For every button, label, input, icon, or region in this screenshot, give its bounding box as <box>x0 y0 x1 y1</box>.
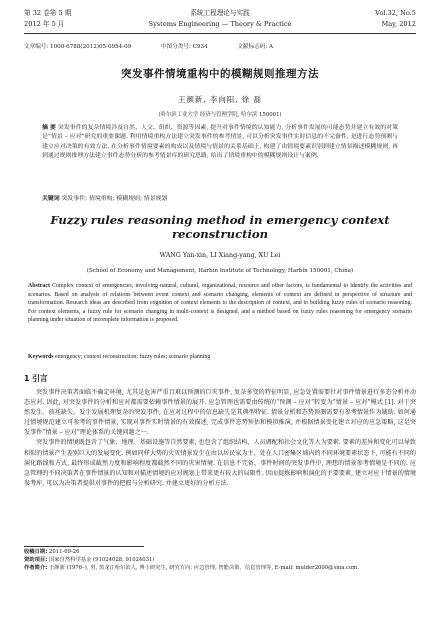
abstract-text-en: Complex context of emergencies, involving natural, cultural, organizational, resource and other factors, is fundamental to identify the activities and scenarios. Based on analysis of relations between event context and scenario changing, elements of context are defined in perspective of structure and transformation. Research ideas are described from cognition of context elements to the description of context, and to building fuzzy rules of scenario reasoning. For context elements, a fuzzy rule for scenario changing in multi-context is designed, and a method based on fuzzy rules reasoning for emergency scenario planning under situation of incomplete information is proposed. <box>28 283 412 324</box>
keywords-text-en: emergency; context reconstruction; fuzzy rules; scenario planning <box>55 354 211 360</box>
title-english: Fuzzy rules reasoning method in emergency context reconstruction <box>50 213 390 241</box>
body-paragraph: 突发事件决策者面临不确定环境, 尤其是危害严重且难以预测的巨灾事件, 复杂多变的特征明显, 应急处置需要针对事件情景进行多态分析并动态应对. 因此, 对突发事件的分析和应对都需要依赖事件情景的展开. 应急管理也需要由传统的“预测 – 应对”转变为“情景 – 应对”模式 [1]. 对于突然发生、前兆缺失、发生发展机理复杂的突发事件, 在应对过程中的信息缺失是其典型特征. 情景分析和态势预测需要有参考情景作为辅助. 如何通过情境规范建立可参考的事件情景, 实现对事件实时情景的有效描述, 完成事件态势预估和模拟推演, 并根据情景变化建立对应的应急策略, 这是突发事件“情景 – 应对”理论体系的关键问题之一. <box>24 389 416 437</box>
footnote <box>24 549 416 572</box>
footnote-author: 作者简介: 王颜新 (1976–), 男, 黑龙江哈尔滨人, 博士研究生, 研究方向: 应急管理, 智能决策、信息管理等, E-mail: mulder2000@sina.com. <box>24 564 359 571</box>
header-volume: 第 32 卷第 5 期 2012 年 5 月 <box>24 9 72 28</box>
keywords-text-cn: 突发事件; 情境重构; 模糊规则; 情景规划 <box>61 196 168 202</box>
footnote-divider <box>24 546 144 547</box>
keywords-label-en: Keywords <box>28 354 54 360</box>
abstract-label-cn: 摘 要 <box>42 125 56 131</box>
article-number: 文章编号: 1000-6788(2012)05-0954-09 <box>24 44 132 50</box>
footnote-fund: 资助项目: 国家自然科学基金 (91024028, 91024031) <box>24 556 155 563</box>
title-chinese: 突发事件情境重构中的模糊规则推理方法 <box>121 68 319 80</box>
affiliation-english: (School of Economy and Management, Harbin Institute of Technology, Harbin 150001, China) <box>86 268 354 274</box>
abstract-text-cn: 突发事件的复杂情境涉及自然、人文、组织、资源等因素, 提升对事件情境的认知能力, 分析事件发展的可能态势并建立有效的对策是“情景 – 应对”研究的重要课题. 利用情境重构方法建立突发事件的参考情景, 可以分析突发事件实时信息的不完备性, 是进行态势预测与建立应对决策的有效方法. 在分析事件情境要素的构成以及情境与情景的关系基础上, 构建了由情境要素识别到建立情景描述模糊规则, 再到通过规则推理方法建立事件态势分析的参考情景库的研究思路, 给出了情境重构中的模糊规则设计与案例. <box>42 125 398 160</box>
header-journal: 系统工程理论与实践 Systems Engineering — Theory & Practice <box>148 9 292 28</box>
footnote-received: 收稿日期: 2011-09-26 <box>24 549 80 555</box>
keywords-label-cn: 关键词 <box>42 196 60 202</box>
document-code: 文献标志码: A <box>237 44 274 50</box>
abstract-english <box>28 282 412 325</box>
authors-chinese: 王颜新, 李向阳, 徐 磊 <box>178 95 262 104</box>
abstract-chinese <box>42 124 398 162</box>
keywords-chinese <box>42 195 398 204</box>
affiliation-chinese: (哈尔滨工业大学 经济与管理学院, 哈尔滨 150001) <box>158 112 282 118</box>
running-header <box>24 8 416 34</box>
authors-english: WANG Yan-xin, LI Xiang-yang, XU Lei <box>159 252 281 259</box>
article-meta <box>24 42 416 50</box>
keywords-english <box>28 353 412 362</box>
section-heading-introduction: 1 引言 <box>24 374 48 383</box>
body-paragraph: 突发事件的情境既包含了气象、地理、基础设施等自然要素, 也包含了组织结构、人员调配和社会文化等人为要素. 要素的差异和变化可以导致相似的情景产生差别巨大的发展变化. 例如同样大势的火灾情景发生在由以居民家为主、处在人口密集区域内的不同环境要素状态下, 可能有不同的演化路线和方式, 最终形成截然力度和影响程度都截然不同的灾害情境. 在信息不完备、事件时间的突发事件中, 理想的情景参考情境是不同的. 应急管理的不同决策者在事件情景的认知和对描述情境的应对规划上带来更有较大的局限性. 因而提炼影响和演化的主要要素, 建立对应于情景的情境参考库, 可以为决策者提供对事件的把握与分析研究. 并建立更好的分析方法. <box>24 439 416 487</box>
clc-number: 中图分类号: C934 <box>161 44 208 50</box>
header-volume-en: Vol.32, No.5 May, 2012 <box>375 9 416 28</box>
introduction-body <box>24 388 416 489</box>
abstract-label-en: Abstract <box>28 283 50 289</box>
